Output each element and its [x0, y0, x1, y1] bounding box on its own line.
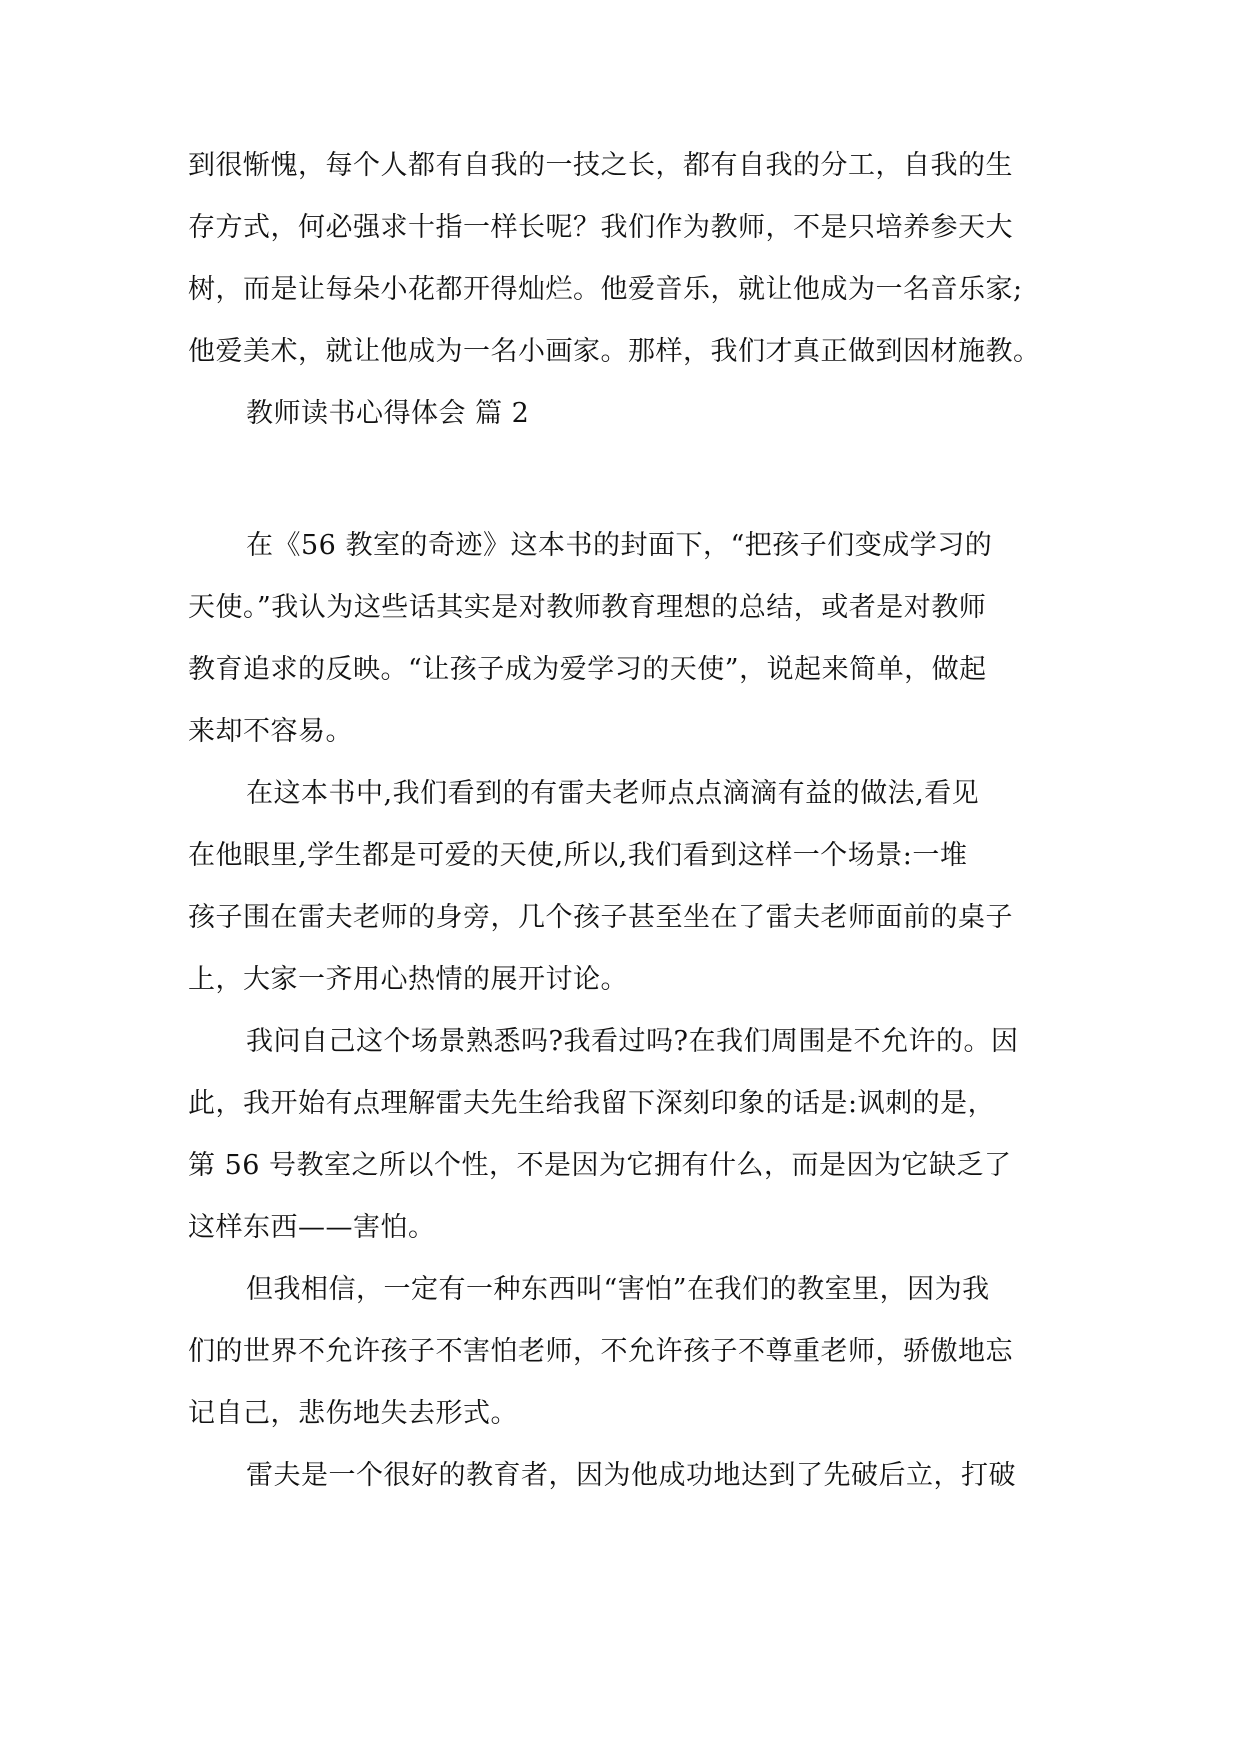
paragraph-line: 在这本书中,我们看到的有雷夫老师点点滴滴有益的做法,看见: [246, 778, 980, 809]
paragraph-line: 孩子围在雷夫老师的身旁，几个孩子甚至坐在了雷夫老师面前的桌子: [188, 902, 1013, 933]
section-heading: 教师读书心得体会 篇 2: [246, 398, 530, 429]
paragraph-line: 存方式，何必强求十指一样长呢？我们作为教师，不是只培养参天大: [188, 212, 1013, 243]
paragraph-line: 记自己，悲伤地失去形式。: [188, 1398, 518, 1429]
paragraph-line: 到很惭愧，每个人都有自我的一技之长，都有自我的分工，自我的生: [188, 150, 1013, 181]
paragraph-line: 在他眼里,学生都是可爱的天使,所以,我们看到这样一个场景:一堆: [188, 840, 968, 871]
paragraph-line: 在《56 教室的奇迹》这本书的封面下，“把孩子们变成学习的: [246, 530, 993, 561]
paragraph-line: 第 56 号教室之所以个性，不是因为它拥有什么，而是因为它缺乏了: [188, 1150, 1012, 1181]
paragraph-line: 他爱美术，就让他成为一名小画家。那样，我们才真正做到因材施教。: [188, 336, 1041, 367]
paragraph-line: 上，大家一齐用心热情的展开讨论。: [188, 964, 628, 995]
paragraph-line: 们的世界不允许孩子不害怕老师，不允许孩子不尊重老师，骄傲地忘: [188, 1336, 1013, 1367]
paragraph-line: 我问自己这个场景熟悉吗?我看过吗?在我们周围是不允许的。因: [246, 1026, 1019, 1057]
paragraph-line: 这样东西——害怕。: [188, 1212, 436, 1243]
paragraph-line: 但我相信，一定有一种东西叫“害怕”在我们的教室里，因为我: [246, 1274, 990, 1305]
paragraph-line: 树，而是让每朵小花都开得灿烂。他爱音乐，就让他成为一名音乐家;: [188, 274, 1023, 305]
paragraph-line: 此，我开始有点理解雷夫先生给我留下深刻印象的话是:讽刺的是，: [188, 1088, 996, 1119]
paragraph-line: 天使。”我认为这些话其实是对教师教育理想的总结，或者是对教师: [188, 592, 987, 623]
paragraph-line: 教育追求的反映。“让孩子成为爱学习的天使”，说起来简单，做起: [188, 654, 987, 685]
paragraph-line: 雷夫是一个很好的教育者，因为他成功地达到了先破后立，打破: [246, 1460, 1016, 1491]
paragraph-line: 来却不容易。: [188, 716, 353, 747]
